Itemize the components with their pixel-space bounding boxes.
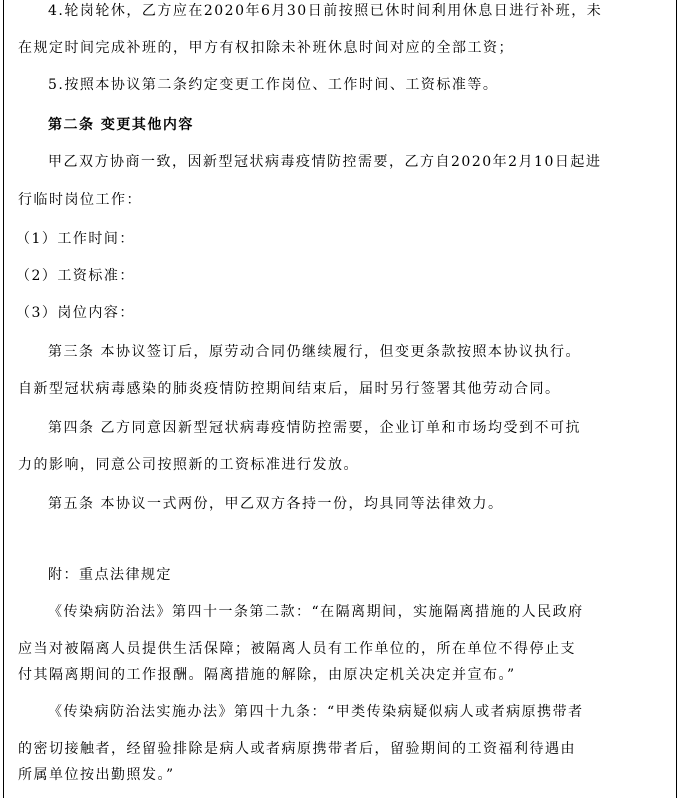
law1-line2: 应当对被隔离人员提供生活保障；被隔离人员有工作单位的，所在单位不得停止支 [18,641,576,657]
article3-line2: 自新型冠状病毒感染的肺炎疫情防控期间结束后，届时另行签署其他劳动合同。 [18,381,561,397]
law1-line3: 付其隔离期间的工作报酬。隔离措施的解除，由原决定机关决定并宣布。” [18,667,516,683]
article2-line2: 行临时岗位工作： [18,192,142,208]
item4-line2: 在规定时间完成补班的，甲方有权扣除未补班休息时间对应的全部工资； [18,40,514,56]
document-frame [3,0,677,798]
article5-text: 第五条 本协议一式两份，甲乙双方各持一份，均具同等法律效力。 [48,496,504,512]
sub-item-work-time: （1）工作时间： [16,231,135,247]
sub-item-post-content: （3）岗位内容： [16,305,135,321]
article4-line2: 力的影响，同意公司按照新的工资标准进行发放。 [18,457,359,473]
article3-line1: 第三条 本协议签订后，原劳动合同仍继续履行，但变更条款按照本协议执行。 [48,344,581,360]
law2-line3: 所属单位按出勤照发。” [18,767,175,783]
law2-line2: 的密切接触者，经留验排除是病人或者病原携带者后，留验期间的工资福利待遇由 [18,741,576,757]
appendix-title: 附：重点法律规定 [48,567,172,583]
article2-line1: 甲乙双方协商一致，因新型冠状病毒疫情防控需要，乙方自2020年2月10日起进 [48,154,602,170]
article2-heading: 第二条 变更其他内容 [48,117,194,133]
article4-line1: 第四条 乙方同意因新型冠状病毒疫情防控需要，企业订单和市场均受到不可抗 [48,420,581,436]
item4-line1: 4.轮岗轮休，乙方应在2020年6月30日前按照已休时间利用休息日进行补班，未 [48,3,603,19]
item5-text: 5.按照本协议第二条约定变更工作岗位、工作时间、工资标准等。 [48,77,499,93]
sub-item-wage-standard: （2）工资标准： [16,268,135,284]
law2-line1: 《传染病防治法实施办法》第四十九条：“甲类传染病疑似病人或者病原携带者 [48,704,584,720]
law1-line1: 《传染病防治法》第四十一条第二款：“在隔离期间，实施隔离措施的人民政府 [48,604,584,620]
